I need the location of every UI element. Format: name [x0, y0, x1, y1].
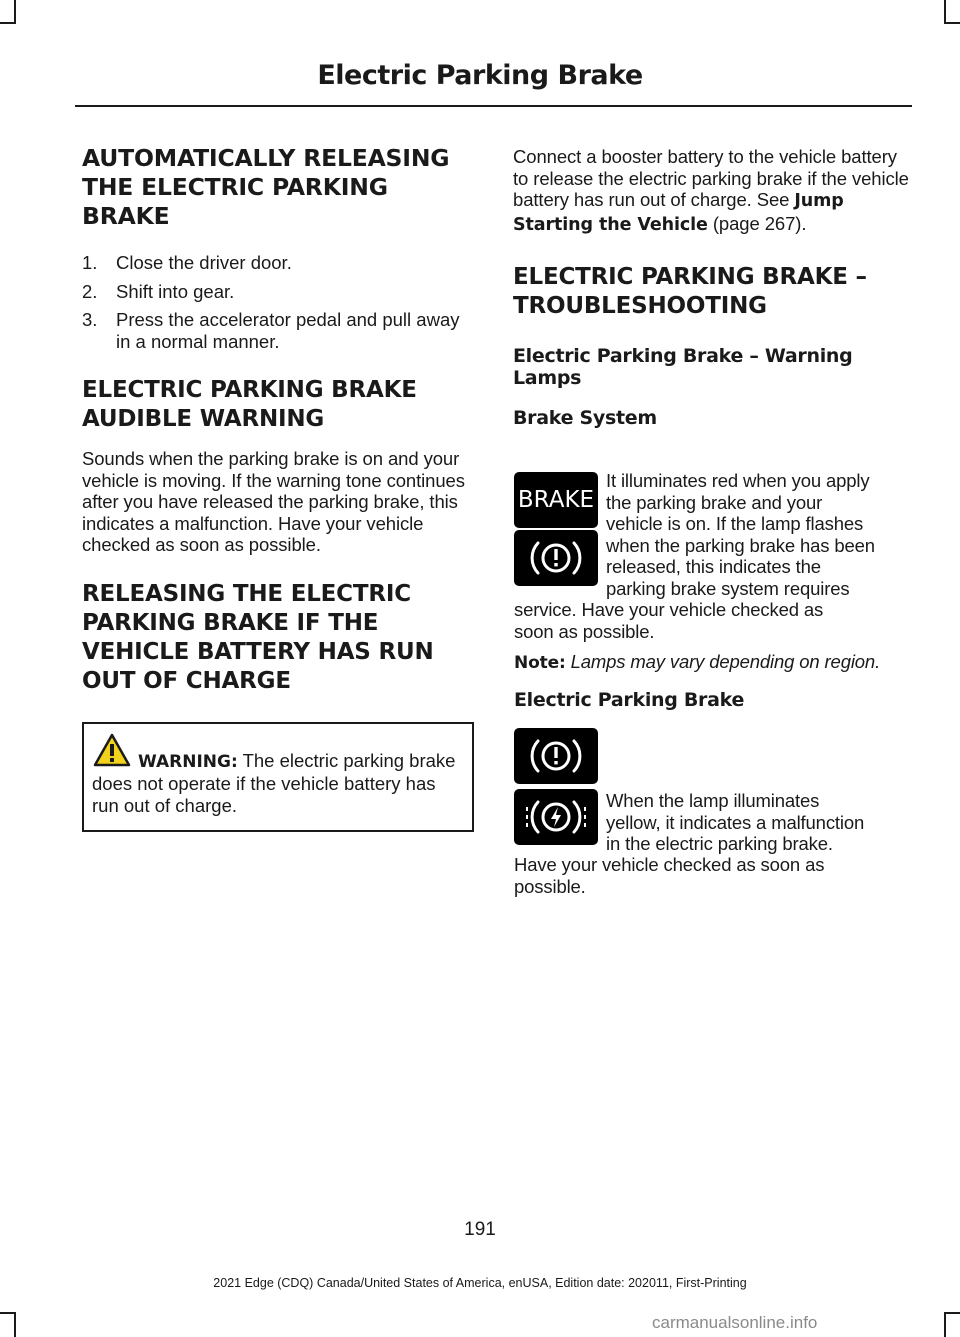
release-steps-list — [82, 252, 474, 352]
crop-mark — [14, 0, 16, 24]
note-text: Lamps may vary depending on region. — [565, 651, 881, 672]
booster-battery-text: Connect a booster battery to the vehicle battery to release the electric parking brake if the vehicle battery has run out of charge. See Jump Starting the Vehicle (page 267). — [513, 146, 909, 235]
list-item: 3. Press the accelerator pedal and pull away in a normal manner. — [82, 309, 460, 352]
epb-warning-lamp — [514, 728, 598, 784]
page-header-title: Electric Parking Brake — [317, 60, 643, 91]
edition-footer: 2021 Edge (CDQ) Canada/United States of America, enUSA, Edition date: 202011, First-Printing — [213, 1276, 747, 1290]
brake-warning-lamp — [514, 472, 598, 528]
epb-description: When the lamp illuminates yellow, it indicates a malfunction in the electric parking brake. — [606, 790, 865, 854]
crop-mark — [0, 1312, 16, 1314]
warning-triangle-icon — [93, 733, 131, 767]
crop-mark — [944, 22, 960, 24]
region-note — [514, 651, 914, 675]
epb-malfunction-lamp — [514, 789, 598, 845]
subheading-electric-parking-brake: Electric Parking Brake — [514, 689, 745, 711]
section-heading-audible-warning: ELECTRIC PARKING BRAKE AUDIBLE WARNING — [82, 377, 417, 432]
crop-mark — [944, 1312, 946, 1337]
page-number: 191 — [464, 1219, 496, 1240]
left-column — [82, 144, 474, 832]
epb-description-cont: Have your vehicle checked as soon as possible. — [514, 854, 825, 897]
list-item: 2. Shift into gear. — [82, 280, 235, 302]
brake-system-description: It illuminates red when you apply the parking brake and your vehicle is on. If the lamp flashes when the parking brake has been released, this indicates the parking brake system requires — [606, 470, 875, 599]
note-label: Note: — [514, 653, 566, 673]
audible-warning-text: Sounds when the parking brake is on and your vehicle is moving. If the warning tone continues after you have released the parking brake, this indicates a malfunction. Have your vehicle checked as soon as possible. — [82, 448, 465, 555]
brake-lamp-text: BRAKE — [517, 487, 595, 513]
header-rule — [75, 105, 912, 107]
crop-mark — [0, 22, 16, 24]
parking-brake-circle-icon — [526, 535, 586, 581]
parking-brake-warning-lamp — [514, 530, 598, 586]
section-heading-battery-out: RELEASING THE ELECTRIC PARKING BRAKE IF THE VEHICLE BATTERY HAS RUN OUT OF CHARGE — [82, 580, 434, 694]
electric-brake-malfunction-icon — [521, 793, 591, 841]
crop-mark — [944, 1312, 960, 1314]
watermark: carmanualsonline.info — [652, 1313, 818, 1332]
subheading-brake-system: Brake System — [513, 407, 657, 429]
warning-box — [82, 722, 474, 833]
jump-start-link[interactable]: Jump Starting the Vehicle — [513, 191, 844, 235]
warning-text: The electric parking brake does not operate if the vehicle battery has run out of charge. — [92, 749, 456, 816]
crop-mark — [944, 0, 946, 24]
section-heading-troubleshooting: ELECTRIC PARKING BRAKE – TROUBLESHOOTING — [513, 264, 867, 319]
warning-label: WARNING: — [138, 751, 238, 772]
subheading-warning-lamps: Electric Parking Brake – Warning Lamps — [513, 345, 853, 389]
parking-brake-circle-icon — [526, 733, 586, 779]
right-column — [513, 146, 909, 429]
section-heading-auto-release: AUTOMATICALLY RELEASING THE ELECTRIC PARKING BRAKE — [82, 144, 450, 230]
list-item: 1. Close the driver door. — [82, 252, 292, 273]
crop-mark — [14, 1312, 16, 1337]
brake-system-description-cont: service. Have your vehicle checked as soon as possible. — [514, 599, 824, 642]
